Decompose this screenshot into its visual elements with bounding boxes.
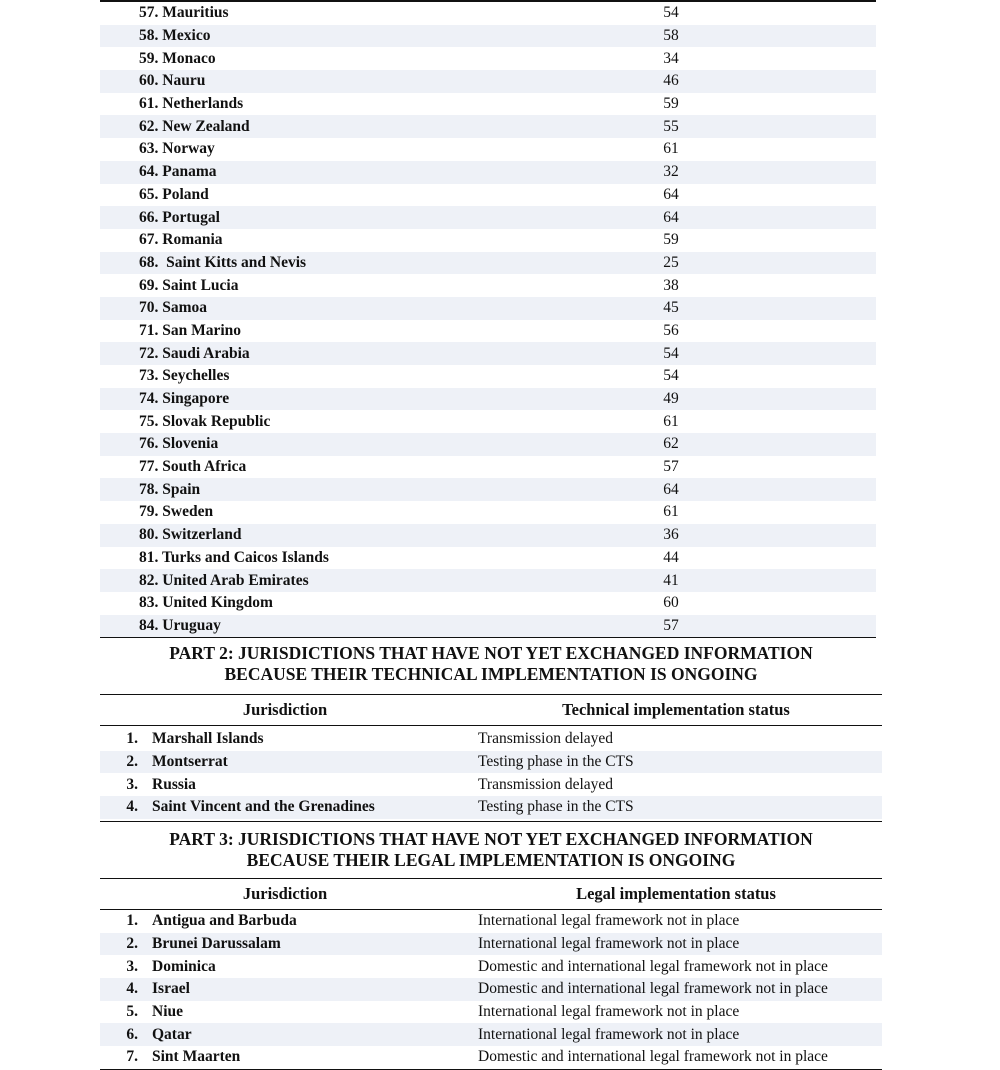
jurisdiction-value: 41 <box>663 571 679 589</box>
part1-table <box>100 0 876 638</box>
table-row <box>100 433 876 456</box>
table-row <box>100 274 876 297</box>
jurisdiction-name: Russia <box>152 775 196 793</box>
table-row <box>100 184 876 207</box>
jurisdiction-value: 34 <box>663 49 679 67</box>
table-row <box>100 138 876 161</box>
table-row <box>100 933 882 956</box>
jurisdiction-name: Antigua and Barbuda <box>152 912 297 930</box>
table-row <box>100 229 876 252</box>
table-row <box>100 751 882 774</box>
jurisdiction-name: Niue <box>152 1003 183 1021</box>
implementation-status: Transmission delayed <box>478 730 614 748</box>
implementation-status: International legal framework not in place <box>478 1003 740 1021</box>
table-row <box>100 501 876 524</box>
jurisdiction-name: 76. Slovenia <box>139 435 219 453</box>
implementation-status: Domestic and international legal framework not in place <box>478 957 828 975</box>
implementation-status: Domestic and international legal framework not in place <box>478 980 828 998</box>
table-row <box>100 1001 882 1024</box>
table-row <box>100 478 876 501</box>
row-number: 3. <box>126 775 138 793</box>
row-number: 7. <box>126 1048 138 1066</box>
table-row <box>100 1023 882 1046</box>
jurisdiction-name: 64. Panama <box>139 163 217 181</box>
row-number: 2. <box>126 753 138 771</box>
implementation-status: International legal framework not in place <box>478 1025 740 1043</box>
jurisdiction-name: Qatar <box>152 1025 192 1043</box>
table-row <box>100 47 876 70</box>
jurisdiction-value: 62 <box>663 435 679 453</box>
jurisdiction-value: 25 <box>663 253 679 271</box>
jurisdiction-name: 67. Romania <box>139 231 223 249</box>
jurisdiction-value: 54 <box>663 4 679 22</box>
implementation-status: Domestic and international legal framework not in place <box>478 1048 828 1066</box>
jurisdiction-name: 79. Sweden <box>139 503 214 521</box>
table-row <box>100 2 876 25</box>
part2-col-jurisdiction: Jurisdiction <box>242 700 328 719</box>
part3-col-jurisdiction: Jurisdiction <box>242 884 328 903</box>
table-row <box>100 978 882 1001</box>
table-row <box>100 569 876 592</box>
table-row <box>100 955 882 978</box>
jurisdiction-name: 61. Netherlands <box>139 95 244 113</box>
table-row <box>100 547 876 570</box>
implementation-status: Transmission delayed <box>478 775 614 793</box>
jurisdiction-name: 66. Portugal <box>139 208 220 226</box>
table-row <box>100 910 882 933</box>
implementation-status: Testing phase in the CTS <box>478 753 634 771</box>
jurisdiction-name: 71. San Marino <box>139 321 242 339</box>
part2-title <box>100 643 882 685</box>
jurisdiction-value: 64 <box>663 208 679 226</box>
part3-table <box>100 878 882 1070</box>
jurisdiction-name: 62. New Zealand <box>139 117 250 135</box>
part2-col-status: Technical implementation status <box>562 700 790 719</box>
table-row <box>100 524 876 547</box>
table-row <box>100 115 876 138</box>
jurisdiction-value: 56 <box>663 321 679 339</box>
jurisdiction-value: 58 <box>663 27 679 45</box>
row-number: 4. <box>126 980 138 998</box>
jurisdiction-value: 49 <box>663 390 679 408</box>
part3-title-line1: PART 3: JURISDICTIONS THAT HAVE NOT YET EXCHANGED INFORMATION <box>169 829 813 849</box>
table-row <box>100 93 876 116</box>
table-row <box>100 70 876 93</box>
table-row <box>100 615 876 639</box>
jurisdiction-name: 82. United Arab Emirates <box>139 571 309 589</box>
part2-bottom-rule <box>100 821 882 822</box>
table-row <box>100 728 882 751</box>
table-row <box>100 342 876 365</box>
jurisdiction-value: 60 <box>663 594 679 612</box>
jurisdiction-value: 54 <box>663 344 679 362</box>
table-row <box>100 456 876 479</box>
implementation-status: Testing phase in the CTS <box>478 798 634 816</box>
jurisdiction-name: 57. Mauritius <box>139 4 229 22</box>
table-row <box>100 592 876 615</box>
jurisdiction-name: 72. Saudi Arabia <box>139 344 250 362</box>
jurisdiction-name: 70. Samoa <box>139 299 208 317</box>
part3-title <box>100 829 882 871</box>
jurisdiction-name: 65. Poland <box>139 185 209 203</box>
table-row <box>100 252 876 275</box>
jurisdiction-value: 55 <box>663 117 679 135</box>
part3-col-status: Legal implementation status <box>576 884 776 903</box>
jurisdiction-value: 36 <box>663 526 679 544</box>
jurisdiction-value: 57 <box>663 616 679 634</box>
jurisdiction-value: 44 <box>663 548 679 566</box>
jurisdiction-name: Israel <box>152 980 190 998</box>
jurisdiction-name: Sint Maarten <box>152 1048 241 1066</box>
jurisdiction-value: 59 <box>663 95 679 113</box>
part3-table-header <box>100 878 882 910</box>
table-row <box>100 796 882 819</box>
jurisdiction-value: 57 <box>663 458 679 476</box>
jurisdiction-name: 78. Spain <box>139 480 201 498</box>
jurisdiction-value: 46 <box>663 72 679 90</box>
row-number: 1. <box>126 730 138 748</box>
implementation-status: International legal framework not in place <box>478 935 740 953</box>
jurisdiction-name: 81. Turks and Caicos Islands <box>139 548 329 566</box>
table-row <box>100 773 882 796</box>
jurisdiction-value: 54 <box>663 367 679 385</box>
part2-rows <box>100 726 882 819</box>
jurisdiction-name: Marshall Islands <box>152 730 264 748</box>
jurisdiction-name: 83. United Kingdom <box>139 594 273 612</box>
jurisdiction-name: 59. Monaco <box>139 49 216 67</box>
row-number: 3. <box>126 957 138 975</box>
table-row <box>100 320 876 343</box>
jurisdiction-name: 84. Uruguay <box>139 616 221 634</box>
table-row <box>100 388 876 411</box>
jurisdiction-name: 69. Saint Lucia <box>139 276 239 294</box>
part2-title-line1: PART 2: JURISDICTIONS THAT HAVE NOT YET EXCHANGED INFORMATION <box>169 643 813 663</box>
table-row <box>100 365 876 388</box>
table-row <box>100 1046 882 1069</box>
jurisdiction-name: 80. Switzerland <box>139 526 242 544</box>
row-number: 1. <box>126 912 138 930</box>
jurisdiction-name: Brunei Darussalam <box>152 935 281 953</box>
jurisdiction-value: 59 <box>663 231 679 249</box>
jurisdiction-name: 75. Slovak Republic <box>139 412 271 430</box>
jurisdiction-value: 38 <box>663 276 679 294</box>
table-row <box>100 25 876 48</box>
jurisdiction-name: 58. Mexico <box>139 27 211 45</box>
jurisdiction-value: 64 <box>663 480 679 498</box>
part3-title-line2: BECAUSE THEIR LEGAL IMPLEMENTATION IS ONGOING <box>246 850 736 870</box>
jurisdiction-name: 73. Seychelles <box>139 367 230 385</box>
jurisdiction-value: 61 <box>663 412 679 430</box>
implementation-status: International legal framework not in place <box>478 912 740 930</box>
table-row <box>100 297 876 320</box>
part3-rows <box>100 910 882 1069</box>
jurisdiction-name: Dominica <box>152 957 216 975</box>
table-row <box>100 161 876 184</box>
jurisdiction-name: Saint Vincent and the Grenadines <box>152 798 375 816</box>
row-number: 2. <box>126 935 138 953</box>
jurisdiction-name: 77. South Africa <box>139 458 247 476</box>
jurisdiction-name: 60. Nauru <box>139 72 206 90</box>
jurisdiction-name: 68. Saint Kitts and Nevis <box>139 253 307 271</box>
part2-table <box>100 694 882 822</box>
jurisdiction-name: Montserrat <box>152 753 228 771</box>
row-number: 4. <box>126 798 138 816</box>
jurisdiction-value: 64 <box>663 185 679 203</box>
jurisdiction-value: 45 <box>663 299 679 317</box>
jurisdiction-name: 63. Norway <box>139 140 215 158</box>
table-row <box>100 410 876 433</box>
table-row <box>100 206 876 229</box>
jurisdiction-value: 61 <box>663 503 679 521</box>
jurisdiction-value: 61 <box>663 140 679 158</box>
jurisdiction-value: 32 <box>663 163 679 181</box>
jurisdiction-name: 74. Singapore <box>139 390 230 408</box>
row-number: 6. <box>126 1025 138 1043</box>
part2-table-header <box>100 694 882 726</box>
part2-title-line2: BECAUSE THEIR TECHNICAL IMPLEMENTATION IS ONGOING <box>224 664 758 684</box>
row-number: 5. <box>126 1003 138 1021</box>
